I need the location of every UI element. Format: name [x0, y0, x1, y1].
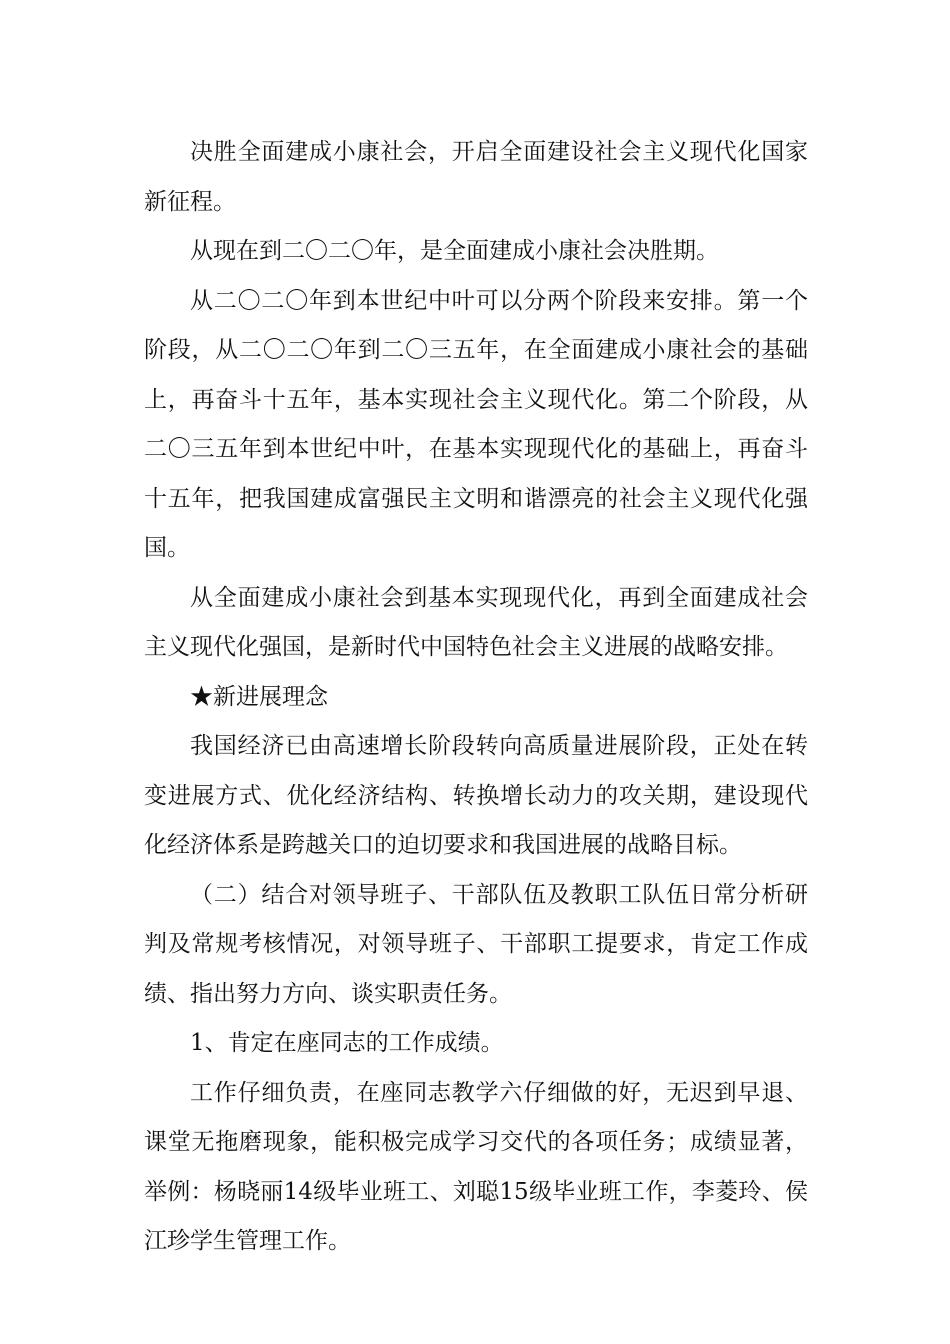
paragraph-3: 从二〇二〇年到本世纪中叶可以分两个阶段来安排。第一个阶段，从二〇二〇年到二〇三五年，在全面建成小康社会的基础上，再奋斗十五年，基本实现社会主义现代化。第二个阶段，从二〇三五年到本世纪中叶，在基本实现现代化的基础上，再奋斗十五年，把我国建成富强民主文明和谐漂亮的社会主义现代化强国。 [144, 287, 808, 561]
paragraph-7: 1、肯定在座同志的工作成绩。 [190, 1030, 504, 1056]
paragraph-5: 我国经济已由高速增长阶段转向高质量进展阶段，正处在转变进展方式、优化经济结构、转换增长动力的攻关期，建设现代化经济体系是跨越关口的迫切要求和我国进展的战略目标。 [144, 733, 808, 858]
paragraph-6: （二）结合对领导班子、干部队伍及教职工队伍日常分析研判及常规考核情况，对领导班子、干部职工提要求，肯定工作成绩、指出努力方向、谈实职责任务。 [144, 881, 808, 1007]
paragraph-4: 从全面建成小康社会到基本实现现代化，再到全面建成社会主义现代化强国，是新时代中国特色社会主义进展的战略安排。 [144, 584, 808, 660]
paragraph-2: 从现在到二〇二〇年，是全面建成小康社会决胜期。 [190, 238, 719, 264]
paragraph-1: 决胜全面建成小康社会，开启全面建设社会主义现代化国家新征程。 [144, 139, 808, 215]
section-heading: ★新进展理念 [190, 683, 328, 710]
document-body [144, 128, 808, 1267]
paragraph-8: 工作仔细负责，在座同志教学六仔细做的好，无迟到早退、课堂无拖磨现象，能积极完成学习交代的各项任务；成绩显著，举例：杨晓丽14级毕业班工、刘聪15级毕业班工作，李菱玲、侯江珍学生管理工作。 [144, 1079, 808, 1254]
